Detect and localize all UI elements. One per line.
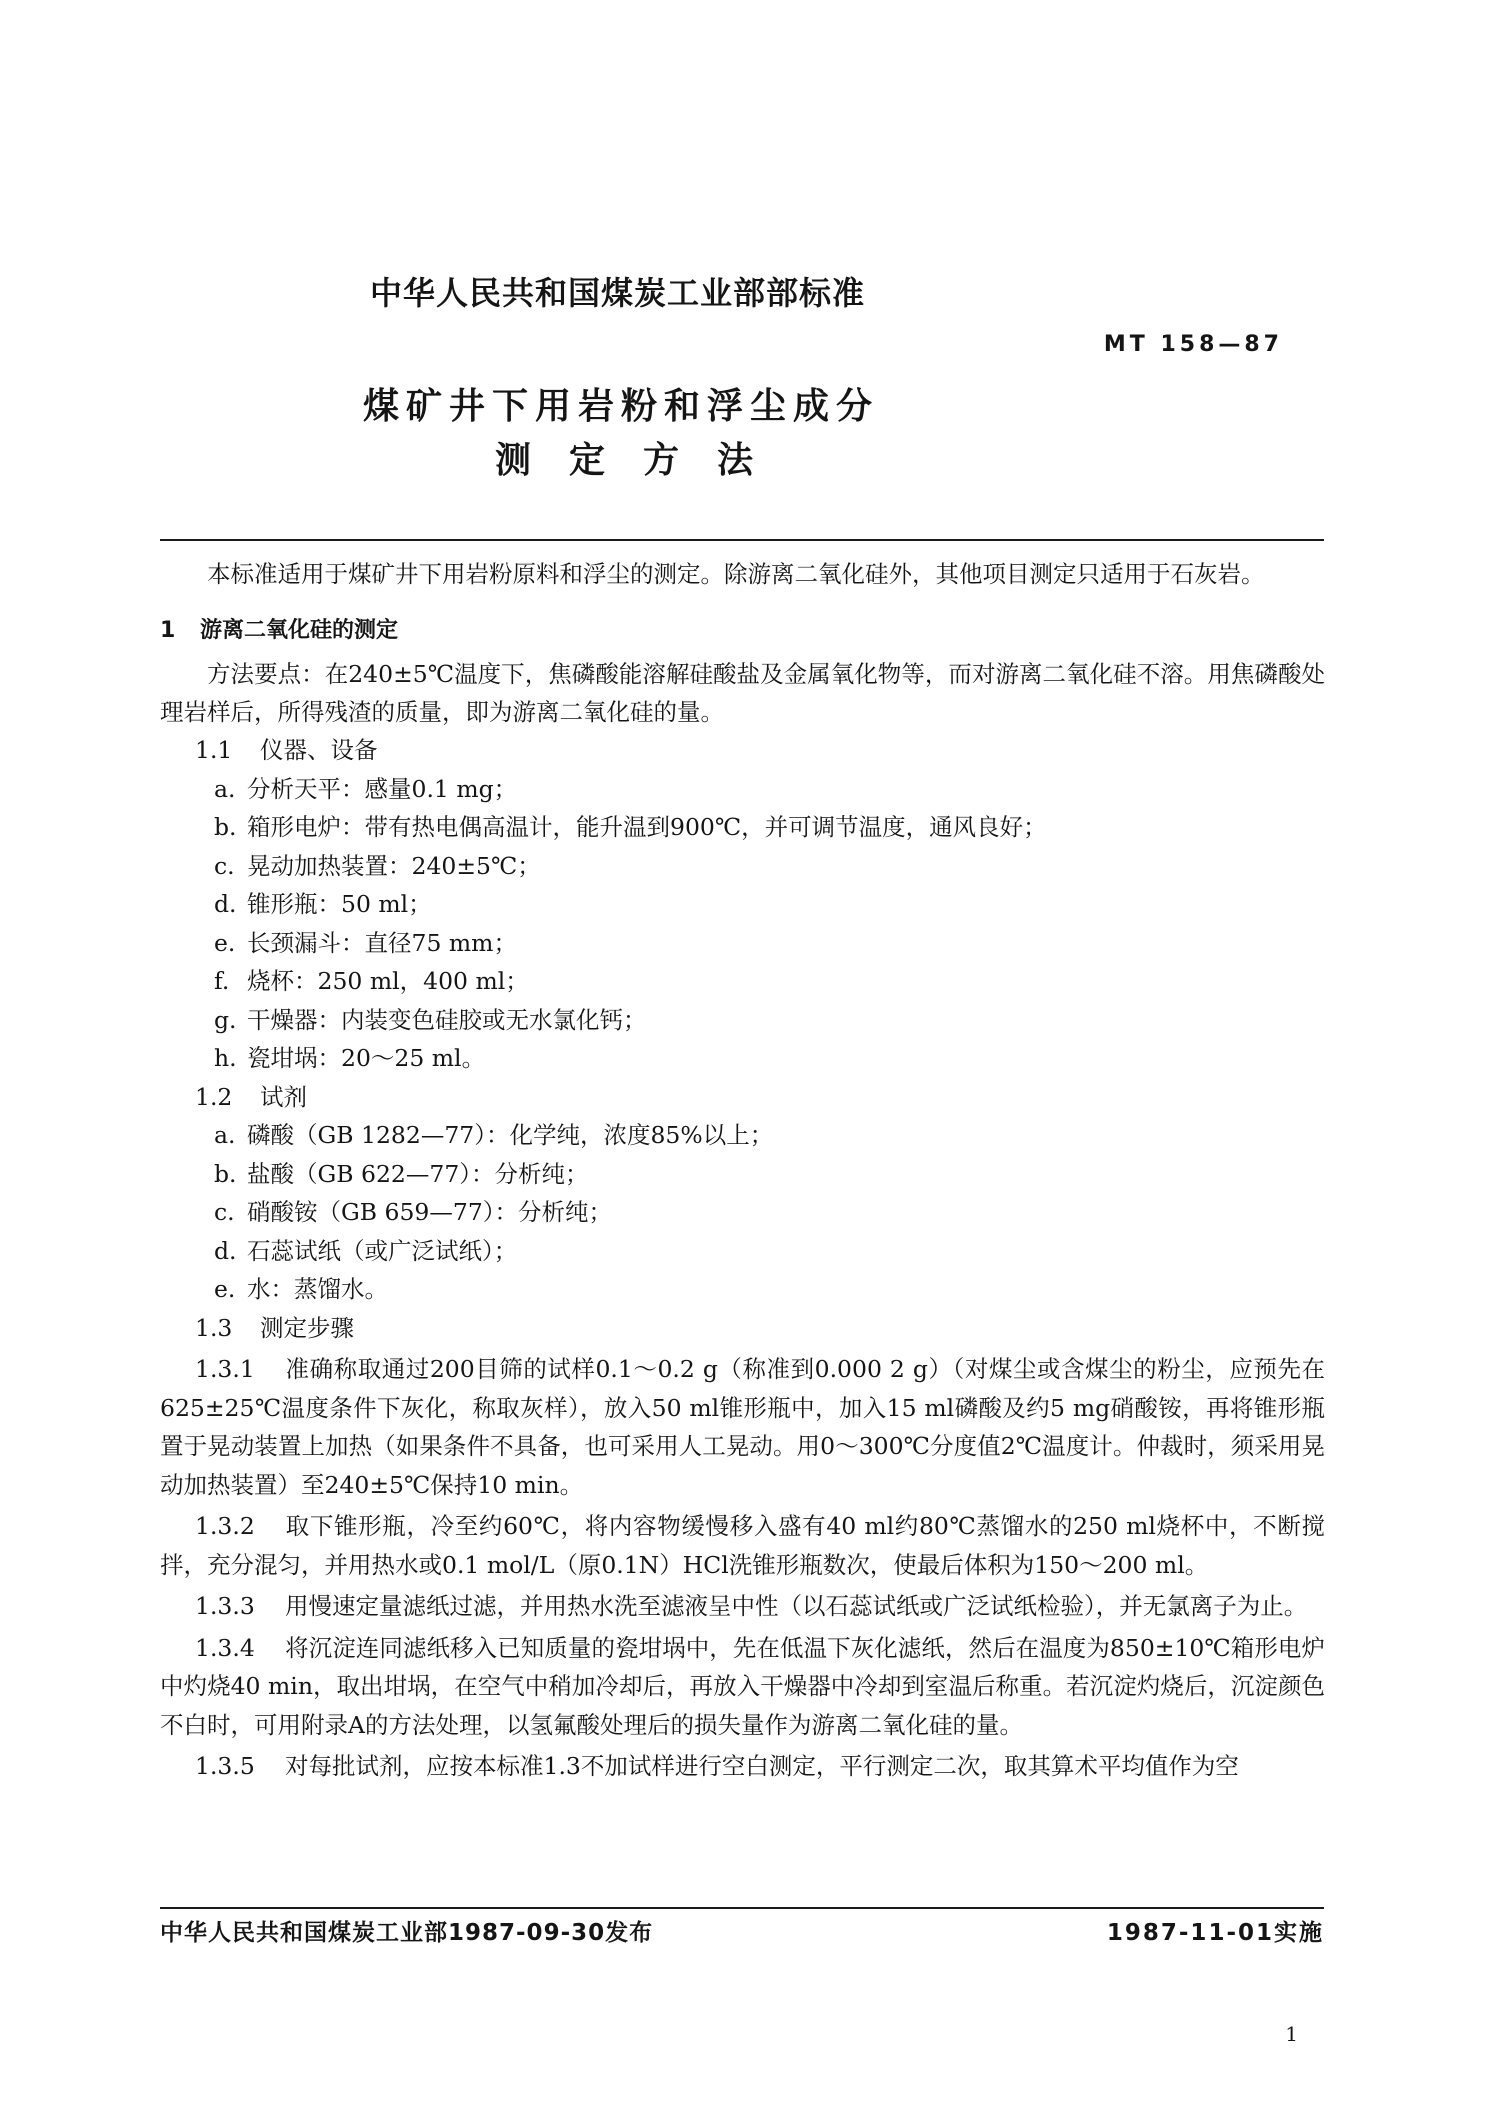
subsection-title: 测定步骤 bbox=[260, 1313, 354, 1342]
list-item: e. 长颈漏斗：直径75 mm； bbox=[214, 928, 517, 957]
list-item: b. 盐酸（GB 622—77）：分析纯； bbox=[214, 1159, 589, 1188]
subsection-number: 1.3 bbox=[195, 1313, 233, 1342]
method-paragraph: 方法要点：在240±5℃温度下，焦磷酸能溶解硅酸盐及金属氧化物等，而对游离二氧化硅不溶。用焦磷酸处理岩样后，所得残渣的质量，即为游离二氧化硅的量。 bbox=[160, 660, 1325, 726]
section-number: 1 bbox=[160, 618, 176, 643]
subsection-1-3-heading bbox=[160, 1309, 1325, 1348]
list-item: d. 石蕊试纸（或广泛试纸）； bbox=[214, 1236, 518, 1265]
list-item: f. 烧杯：250 ml，400 ml； bbox=[214, 967, 529, 995]
intro-paragraph: 本标准适用于煤矿井下用岩粉原料和浮尘的测定。除游离二氧化硅外，其他项目测定只适用于石灰岩。 bbox=[207, 560, 1265, 588]
list-item: g. 干燥器：内装变色硅胶或无水氯化钙； bbox=[214, 1005, 647, 1034]
procedure-step: 1.3.4 将沉淀连同滤纸移入已知质量的瓷坩埚中，先在低温下灰化滤纸，然后在温度为850±10℃箱形电炉中灼烧40 min，取出坩埚，在空气中稍加冷却后，再放入干燥器中冷却到室温后称重。若沉淀灼烧后，沉淀颜色不白时，可用附录A的方法处理，以氢氟酸处理后的损失量作为游离二氧化硅的量。 bbox=[160, 1633, 1325, 1739]
document-body bbox=[160, 555, 1325, 1786]
subsection-1-2-heading bbox=[160, 1078, 1325, 1117]
page-number: 1 bbox=[1285, 2022, 1298, 2046]
subsection-title: 仪器、设备 bbox=[260, 736, 378, 764]
procedure-step: 1.3.3 用慢速定量滤纸过滤，并用热水洗至滤液呈中性（以石蕊试纸或广泛试纸检验），并无氯离子为止。 bbox=[195, 1592, 1308, 1620]
implementation-date: 1987-11-01实施 bbox=[1106, 1920, 1324, 1946]
list-item: c. 晃动加热装置：240±5℃； bbox=[214, 851, 541, 880]
list-item: c. 硝酸铵（GB 659—77）：分析纯； bbox=[214, 1198, 613, 1226]
subsection-1-1-heading bbox=[160, 731, 1325, 770]
subsection-title: 试剂 bbox=[260, 1082, 307, 1111]
list-item: d. 锥形瓶：50 ml； bbox=[214, 890, 432, 918]
document-subtitle: 测定方法 bbox=[495, 440, 792, 481]
header-divider bbox=[160, 539, 1324, 541]
list-item: a. 磷酸（GB 1282—77）：化学纯，浓度85%以上； bbox=[214, 1121, 774, 1149]
procedure-step: 1.3.5 对每批试剂，应按本标准1.3不加试样进行空白测定，平行测定二次，取其算术平均值作为空 bbox=[195, 1752, 1239, 1780]
list-item: a. 分析天平：感量0.1 mg； bbox=[214, 774, 518, 803]
list-item: h. 瓷坩埚：20～25 ml。 bbox=[214, 1044, 486, 1072]
issuing-authority: 中华人民共和国煤炭工业部部标准 bbox=[370, 274, 866, 312]
section-title: 游离二氧化硅的测定 bbox=[200, 618, 399, 643]
section-1-heading bbox=[160, 607, 1325, 655]
subsection-number: 1.2 bbox=[195, 1082, 233, 1111]
list-item: b. 箱形电炉：带有热电偶高温计，能升温到900℃，并可调节温度，通风良好； bbox=[214, 813, 1047, 841]
publish-notice: 中华人民共和国煤炭工业部1987-09-30发布 bbox=[160, 1920, 654, 1946]
subsection-number: 1.1 bbox=[195, 736, 233, 764]
list-item: e. 水：蒸馏水。 bbox=[214, 1275, 388, 1303]
procedure-step: 1.3.2 取下锥形瓶，冷至约60℃，将内容物缓慢移入盛有40 ml约80℃蒸馏水的250 ml烧杯中，不断搅拌，充分混匀，并用热水或0.1 mol/L（原0.1N）HCl洗锥形瓶数次，使最后体积为150～200 ml。 bbox=[160, 1512, 1325, 1579]
document-title: 煤矿井下用岩粉和浮尘成分 bbox=[363, 386, 880, 427]
footer-divider bbox=[160, 1907, 1324, 1909]
procedure-step: 1.3.1 准确称取通过200目筛的试样0.1～0.2 g（称准到0.000 2 g）（对煤尘或含煤尘的粉尘，应预先在625±25℃温度条件下灰化，称取灰样），放入50 ml锥形瓶中，加入15 ml磷酸及约5 mg硝酸铵，再将锥形瓶置于晃动装置上加热（如果条件不具备，也可采用人工晃动。用0～300℃分度值2℃温度计。仲裁时，须采用晃动加热装置）至240±5℃保持10 min。 bbox=[160, 1355, 1325, 1499]
standard-code: MT 158—87 bbox=[1103, 332, 1283, 357]
